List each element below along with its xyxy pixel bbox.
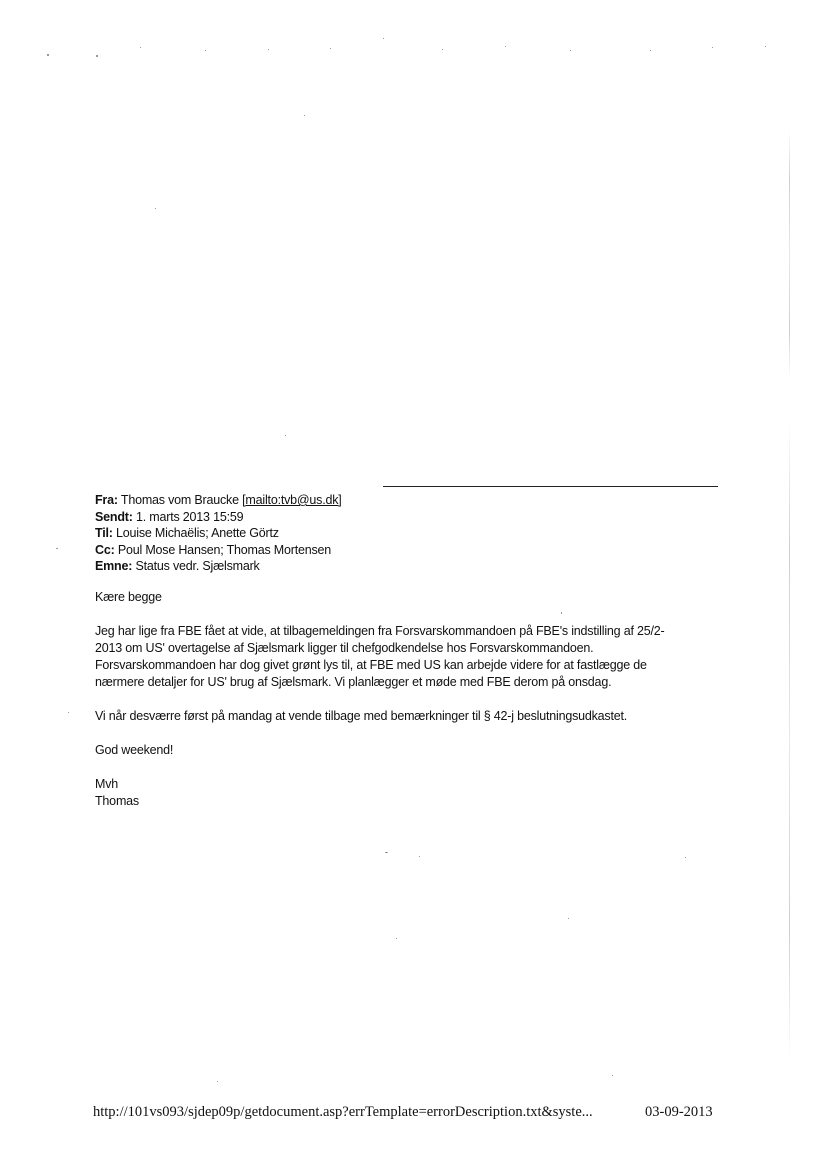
scan-speck xyxy=(568,918,569,919)
paragraph-line: nærmere detaljer for US' brug af Sjælsmark. Vi planlægger et møde med FBE derom på onsdag. xyxy=(95,675,612,689)
scan-speck xyxy=(396,938,397,939)
cc-row xyxy=(95,542,735,559)
from-name: Thomas vom Braucke xyxy=(120,493,239,507)
scan-speck xyxy=(140,47,141,48)
scan-speck xyxy=(712,47,713,48)
to-value: Louise Michaëlis; Anette Görtz xyxy=(116,526,279,540)
scan-speck xyxy=(383,38,384,39)
to-label: Til: xyxy=(95,526,113,540)
body-paragraph-1 xyxy=(95,623,735,691)
from-mailto-link[interactable]: [mailto:tvb@us.dk] xyxy=(242,493,342,507)
paragraph-line: 2013 om US' overtagelse af Sjælsmark ligger til chefgodkendelse hos Forsvarskommandoen. xyxy=(95,641,594,655)
from-row xyxy=(95,492,735,509)
scan-speck xyxy=(304,115,305,116)
sent-row xyxy=(95,509,735,526)
scan-speck xyxy=(385,852,388,853)
scan-edge xyxy=(789,420,790,1060)
scan-speck xyxy=(205,50,206,51)
scan-speck xyxy=(419,856,420,857)
scan-speck xyxy=(268,49,269,50)
scan-speck xyxy=(68,712,69,713)
scan-speck xyxy=(56,548,58,549)
scan-edge xyxy=(789,130,790,380)
scan-speck xyxy=(442,49,443,50)
subject-label: Emne: xyxy=(95,559,133,573)
greeting: Kære begge xyxy=(95,590,162,604)
body-paragraph-2: Vi når desværre først på mandag at vende tilbage med bemærkninger til § 42-j beslutningsudkastet. xyxy=(95,709,628,723)
cc-value: Poul Mose Hansen; Thomas Mortensen xyxy=(117,542,332,557)
cc-label: Cc: xyxy=(95,542,115,557)
header-separator xyxy=(383,486,718,487)
signoff xyxy=(95,776,735,810)
scan-speck xyxy=(612,1075,613,1076)
footer-date: 03-09-2013 xyxy=(645,1104,713,1120)
scan-speck xyxy=(505,46,506,47)
sent-label: Sendt: xyxy=(95,509,133,524)
scan-speck xyxy=(47,54,49,56)
subject-row xyxy=(95,558,735,575)
to-row xyxy=(95,525,735,542)
footer-url: http://101vs093/sjdep09p/getdocument.asp?errTemplate=errorDescription.txt&syste... xyxy=(93,1104,593,1120)
signoff-greeting: Mvh xyxy=(95,777,119,791)
scan-speck xyxy=(650,50,651,51)
scan-speck xyxy=(561,612,562,614)
paragraph-line: Jeg har lige fra FBE fået at vide, at tilbagemeldingen fra Forsvarskommandoen på FBE's indstilling af 25/2- xyxy=(95,624,665,638)
subject-value: Status vedr. Sjælsmark xyxy=(135,559,260,573)
scan-speck xyxy=(217,1081,218,1082)
from-label: Fra: xyxy=(95,493,118,507)
paragraph-line: Forsvarskommandoen har dog givet grønt lys til, at FBE med US kan arbejde videre for at fastlægge de xyxy=(95,658,647,672)
scan-speck xyxy=(330,48,331,49)
scan-speck xyxy=(96,55,98,57)
signoff-name: Thomas xyxy=(95,794,139,808)
email-header xyxy=(95,492,735,575)
scan-speck xyxy=(570,50,571,51)
sent-value: 1. marts 2013 15:59 xyxy=(135,509,244,524)
scan-speck xyxy=(285,435,286,436)
closing-line: God weekend! xyxy=(95,743,174,757)
scan-speck xyxy=(685,857,686,858)
scan-speck xyxy=(765,46,766,47)
scan-speck xyxy=(155,208,156,209)
